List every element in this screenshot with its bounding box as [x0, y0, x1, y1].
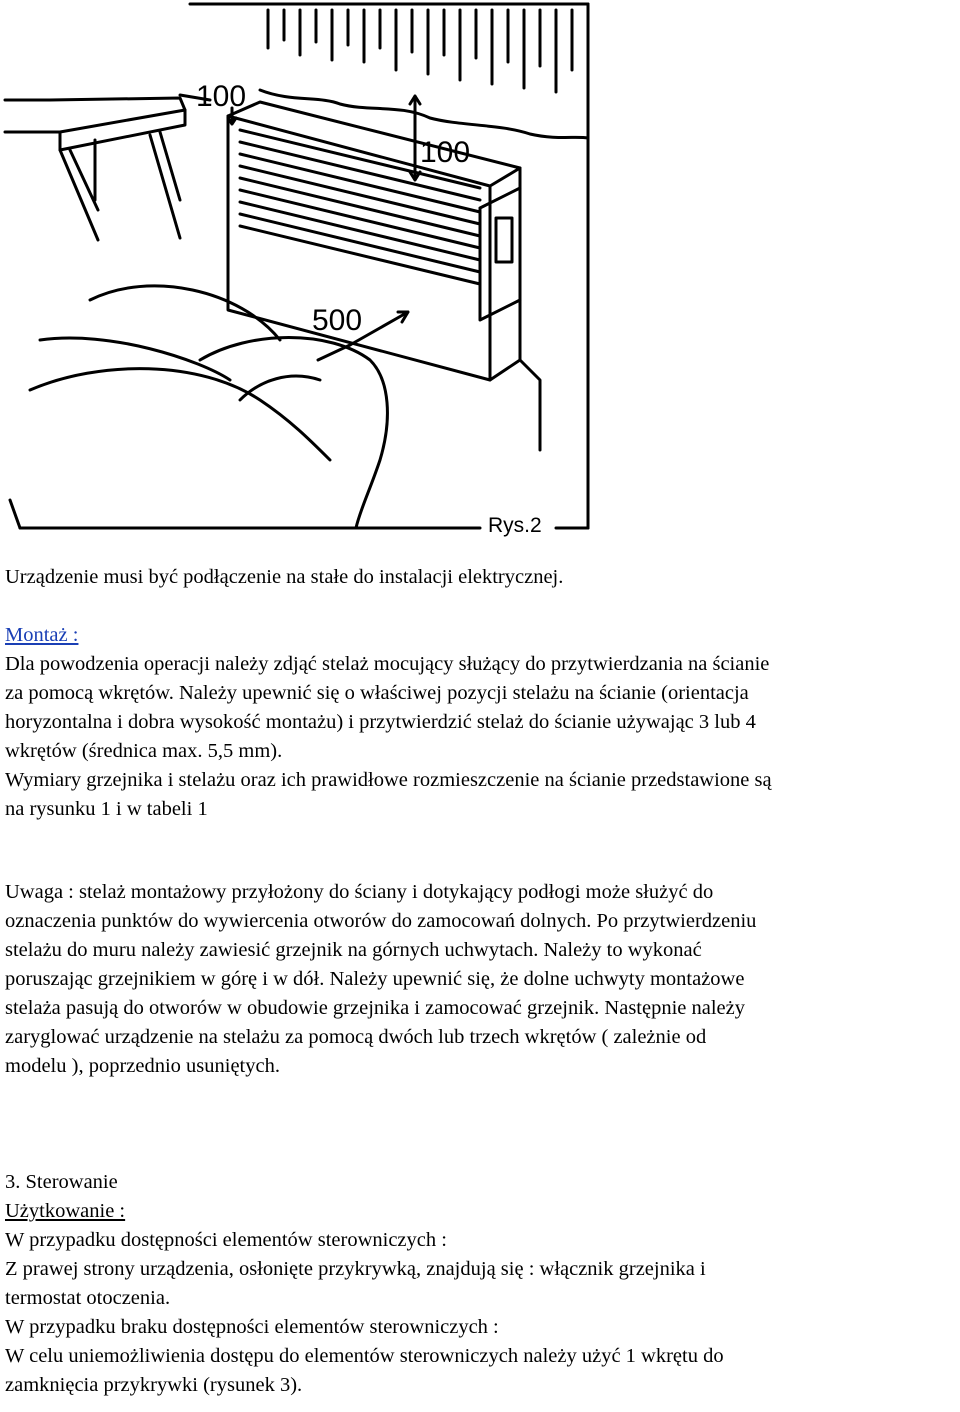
noaccess-heading: W przypadku braku dostępności elementów sterowniczych : [5, 1316, 499, 1338]
dimensions-line: Wymiary grzejnika i stelażu oraz ich prawidłowe rozmieszczenie na ścianie przedstawione są [5, 769, 772, 791]
montaz-line: horyzontalna i dobra wysokość montażu) i przytwierdzić stelaż do ścianie używając 3 lub 4 [5, 711, 756, 733]
uwaga-line: Uwaga : stelaż montażowy przyłożony do ściany i dotykający podłogi może służyć do [5, 881, 714, 903]
document-body [5, 563, 955, 1400]
noaccess-line: W celu uniemożliwienia dostępu do elementów sterowniczych należy użyć 1 wkrętu do [5, 1345, 724, 1367]
dimension-label-100-right: 100 [420, 136, 471, 169]
noaccess-line: zamknięcia przykrywki (rysunek 3). [5, 1374, 303, 1396]
dimension-label-500: 500 [312, 304, 363, 337]
access-line: Z prawej strony urządzenia, osłonięte przykrywką, znajdują się : włącznik grzejnika i [5, 1258, 706, 1280]
figure-caption: Rys.2 [488, 514, 542, 537]
access-heading: W przypadku dostępności elementów sterowniczych : [5, 1229, 447, 1251]
uzytkowanie-heading: Użytkowanie : [5, 1200, 126, 1222]
montaz-line: Dla powodzenia operacji należy zdjąć stelaż mocujący służący do przytwierdzania na ścianie [5, 653, 770, 675]
uwaga-line: stelażu do muru należy zawiesić grzejnik na górnych uchwytach. Należy to wykonać [5, 939, 702, 961]
intro-text: Urządzenie musi być podłączenie na stałe do instalacji elektrycznej. [5, 566, 564, 588]
montaz-line: za pomocą wkrętów. Należy upewnić się o właściwej pozycji stelażu na ścianie (orientacja [5, 682, 749, 704]
installation-figure [0, 0, 960, 560]
uwaga-line: zaryglować urządzenie na stelażu za pomocą dwóch lub trzech wkrętów ( zależnie od [5, 1026, 707, 1048]
uwaga-line: oznaczenia punktów do wywiercenia otworów do zamocowań dolnych. Po przytwierdzeniu [5, 910, 757, 932]
montaz-heading: Montaż : [5, 624, 79, 646]
uwaga-line: stelaża pasują do otworów w obudowie grzejnika i zamocować grzejnik. Następnie należy [5, 997, 746, 1019]
radiator-drawing [0, 0, 960, 560]
section-heading: 3. Sterowanie [5, 1171, 118, 1193]
dimensions-line: na rysunku 1 i w tabeli 1 [5, 798, 208, 820]
dimension-label-100-left: 100 [196, 80, 247, 113]
uwaga-line: modelu ), poprzednio usuniętych. [5, 1055, 280, 1077]
uwaga-line: poruszając grzejnikiem w górę i w dół. Należy upewnić się, że dolne uchwyty montażowe [5, 968, 745, 990]
access-line: termostat otoczenia. [5, 1287, 171, 1309]
montaz-line: wkrętów (średnica max. 5,5 mm). [5, 740, 283, 762]
